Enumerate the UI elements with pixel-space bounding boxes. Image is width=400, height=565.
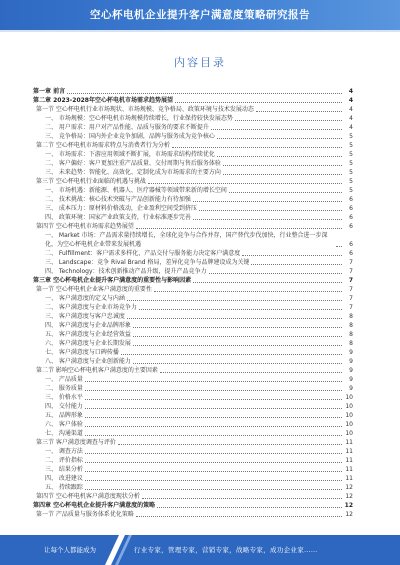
toc-chapter[interactable] bbox=[33, 276, 353, 285]
page-number: 10 bbox=[345, 421, 353, 428]
toc-item-label: 三、 结果分析 bbox=[45, 466, 83, 473]
toc-section[interactable] bbox=[33, 492, 353, 501]
leader-dots bbox=[193, 201, 342, 202]
leader-dots bbox=[118, 444, 342, 445]
page-number: 7 bbox=[349, 286, 353, 293]
toc-section-label: 第一节 空心杯电机企业客户满意度的重要性 bbox=[36, 286, 152, 293]
leader-dots bbox=[85, 381, 342, 382]
page-number: 4 bbox=[349, 124, 353, 131]
leader-dots bbox=[175, 102, 342, 103]
leader-dots bbox=[172, 147, 342, 148]
toc-item-label: 五、 品牌形象 bbox=[45, 412, 83, 419]
toc-item[interactable] bbox=[33, 168, 353, 177]
toc-section[interactable] bbox=[33, 222, 353, 231]
leader-dots bbox=[336, 246, 342, 247]
toc-item-label: 一、 市场机遇：新能源、机器人、医疗器械等领域带来新的增长空间 bbox=[45, 187, 227, 194]
toc-item-label: 三、 成本压力：原材料价格波动，企业盈利空间受到挤压 bbox=[45, 205, 197, 212]
toc-item[interactable] bbox=[33, 375, 353, 384]
page-number: 12 bbox=[344, 502, 353, 509]
toc-item-label: 二、 客户满意度与企业市场竞争力 bbox=[45, 304, 137, 311]
toc-chapter[interactable] bbox=[33, 87, 353, 96]
page-number: 11 bbox=[345, 439, 353, 446]
toc-item-label: 一、 产品质量 bbox=[45, 376, 83, 383]
toc-item-label: 七、 沟通渠道 bbox=[45, 430, 83, 437]
toc-item[interactable] bbox=[33, 429, 353, 438]
page-number: 6 bbox=[349, 196, 353, 203]
toc-item[interactable] bbox=[33, 312, 353, 321]
toc-item-label: 一、 市场需求：下游应用领域不断扩展，市场需求结构持续优化 bbox=[45, 151, 215, 158]
page-number: 5 bbox=[349, 133, 353, 140]
toc-item[interactable] bbox=[33, 213, 353, 222]
toc-item[interactable] bbox=[33, 132, 353, 141]
leader-dots bbox=[85, 417, 342, 418]
leader-dots bbox=[85, 462, 342, 463]
toc-item[interactable] bbox=[33, 303, 353, 312]
leader-dots bbox=[136, 516, 342, 517]
leader-dots bbox=[85, 453, 342, 454]
toc-item-label: 二、 Fulfillment：客户需求多样化，产品交付与服务能力决定客户满意度 bbox=[45, 250, 241, 257]
toc-item-label: 五、 客户满意度与企业经营效益 bbox=[45, 331, 131, 338]
page-number: 4 bbox=[349, 115, 353, 122]
page-number: 6 bbox=[349, 241, 353, 248]
toc-section[interactable] bbox=[33, 141, 353, 150]
toc-section-label: 第三节 客户满意度调查与评价 bbox=[36, 439, 116, 446]
toc-item-label: 二、 用户需求：用户对产品性能、品质与服务的要求不断提升 bbox=[45, 124, 209, 131]
page-number: 5 bbox=[349, 169, 353, 176]
page-number: 5 bbox=[349, 187, 353, 194]
toc-item[interactable] bbox=[33, 123, 353, 132]
leader-dots bbox=[85, 426, 342, 427]
toc-item[interactable] bbox=[33, 402, 353, 411]
leader-dots bbox=[217, 156, 342, 157]
toc-item-label: 三、 未来趋势：智能化、高效化、定制化成为市场需求的主要方向 bbox=[45, 169, 221, 176]
page-number: 6 bbox=[349, 250, 353, 257]
toc-item[interactable] bbox=[33, 231, 353, 249]
page-number: 11 bbox=[345, 448, 353, 455]
toc-section[interactable] bbox=[33, 285, 353, 294]
toc-item[interactable] bbox=[33, 114, 353, 123]
leader-dots bbox=[127, 300, 342, 301]
leader-dots bbox=[211, 129, 342, 130]
toc-item[interactable] bbox=[33, 483, 353, 492]
page-number: 4 bbox=[348, 97, 353, 104]
footer-slogan-left: 让每个人都能成为 bbox=[44, 546, 96, 554]
page-number: 7 bbox=[349, 295, 353, 302]
toc-item[interactable] bbox=[33, 195, 353, 204]
toc-item-label: 四、 交付能力 bbox=[45, 403, 83, 410]
toc-item[interactable] bbox=[33, 294, 353, 303]
page-number: 9 bbox=[349, 358, 353, 365]
page-number: 10 bbox=[345, 403, 353, 410]
toc-item-label: 二、 服务质量 bbox=[45, 385, 83, 392]
leader-dots bbox=[209, 273, 342, 274]
report-title: 空心杯电机企业提升客户满意度策略研究报告 bbox=[90, 9, 310, 21]
leader-dots bbox=[223, 165, 342, 166]
toc-item-label: 三、 竞争格局：国内外企业竞争加剧，品牌与服务成为竞争核心 bbox=[45, 133, 215, 140]
toc-section[interactable] bbox=[33, 177, 353, 186]
leader-dots bbox=[154, 291, 342, 292]
toc-item-label: 四、 Technology：技术创新推动产品升级，提升产品竞争力 bbox=[45, 268, 207, 275]
toc-item-label: 一、 市场规模：空心杯电机市场规模持续增长，行业保持较快发展态势 bbox=[45, 115, 233, 122]
toc-chapter[interactable] bbox=[33, 501, 353, 510]
leader-dots bbox=[148, 183, 342, 184]
page-number: 5 bbox=[349, 160, 353, 167]
toc-item[interactable] bbox=[33, 321, 353, 330]
page-number: 6 bbox=[349, 223, 353, 230]
leader-dots bbox=[133, 363, 342, 364]
toc-section-label: 第二节 空心杯电机市场需求特点与消费者行为分析 bbox=[36, 142, 170, 149]
toc-chapter[interactable] bbox=[33, 96, 353, 105]
leader-dots bbox=[193, 282, 342, 283]
toc-item-label: 六、 客户满意度与企业长期发展 bbox=[45, 340, 131, 347]
toc-item[interactable] bbox=[33, 267, 353, 276]
toc-section[interactable] bbox=[33, 105, 353, 114]
toc-section-label: 第四节 空心杯电机市场需求趋势展望 bbox=[36, 223, 134, 230]
toc-chapter-label: 第四章 空心杯电机企业提升客户满意度的策略 bbox=[33, 502, 156, 509]
page-number: 9 bbox=[349, 349, 353, 356]
toc-item-label: 八、 客户满意度与企业创新能力 bbox=[45, 358, 131, 365]
page-number: 7 bbox=[349, 259, 353, 266]
leader-dots bbox=[85, 435, 342, 436]
toc-item[interactable] bbox=[33, 204, 353, 213]
footer-slogan-right: 行业专家，管理专家，营销专家，战略专家，成功企业家…… bbox=[134, 546, 318, 554]
page-number: 5 bbox=[349, 151, 353, 158]
toc-item[interactable] bbox=[33, 474, 353, 483]
footer-banner bbox=[0, 535, 400, 565]
leader-dots bbox=[136, 228, 342, 229]
leader-dots bbox=[193, 219, 342, 220]
toc-section[interactable] bbox=[33, 366, 353, 375]
toc-item[interactable] bbox=[33, 150, 353, 159]
toc-heading: 内容目录 bbox=[174, 56, 226, 69]
leader-dots bbox=[85, 480, 342, 481]
toc-item[interactable] bbox=[33, 447, 353, 456]
toc-item[interactable] bbox=[33, 465, 353, 474]
toc-item-label: 三、 客户满意度与客户忠诚度 bbox=[45, 313, 125, 320]
toc-item[interactable] bbox=[33, 159, 353, 168]
page-number: 9 bbox=[349, 376, 353, 383]
leader-dots bbox=[133, 336, 342, 337]
page-number: 8 bbox=[349, 313, 353, 320]
toc-item-label: 一、 客户满意度的定义与内涵 bbox=[45, 295, 125, 302]
toc-item-label: 六、 客户体验 bbox=[45, 421, 83, 428]
page-number: 11 bbox=[345, 466, 353, 473]
page-number: 10 bbox=[345, 394, 353, 401]
toc-item[interactable] bbox=[33, 456, 353, 465]
leader-dots bbox=[223, 174, 342, 175]
toc-item-label: 二、 技术挑战：核心技术突破与产品创新能力有待加强 bbox=[45, 196, 191, 203]
leader-dots bbox=[242, 255, 342, 256]
toc-section-label: 第二节 影响空心杯电机客户满意度的主要因素 bbox=[36, 367, 158, 374]
toc-chapter-label: 第二章 2023-2028年空心杯电机市场需求趋势展望 bbox=[33, 97, 173, 104]
toc-item-label: 三、 价格水平 bbox=[45, 394, 83, 401]
toc-item[interactable] bbox=[33, 420, 353, 429]
leader-dots bbox=[85, 489, 342, 490]
toc-item[interactable] bbox=[33, 357, 353, 366]
leader-dots bbox=[133, 345, 342, 346]
toc-item-label: 二、 客户偏好：客户更加注重产品质量、交付周期与售后服务体验 bbox=[45, 160, 221, 167]
page-number: 12 bbox=[345, 484, 353, 491]
page-number: 10 bbox=[345, 412, 353, 419]
page-number: 6 bbox=[349, 214, 353, 221]
page-number: 5 bbox=[349, 142, 353, 149]
toc-item[interactable] bbox=[33, 330, 353, 339]
leader-dots bbox=[157, 507, 342, 508]
toc-section-label: 第一节 空心杯电机行业市场现状、市场规模、竞争格局、政策环境与技术发展动态 bbox=[36, 106, 254, 113]
toc-item-label: 一、 Market 市场：产品需求量持续增长，全球化竞争与合作并存，国产替代步伐加快，行业整合进一步深化，为空心杯电机企业带来发展机遇 bbox=[45, 232, 328, 248]
page-number: 11 bbox=[345, 457, 353, 464]
toc-item-label: 三、 Landscape：竞争 Rival Brand 格局，差异化竞争与品牌建设成为关键 bbox=[45, 259, 250, 266]
page-number: 10 bbox=[345, 430, 353, 437]
leader-dots bbox=[121, 354, 342, 355]
leader-dots bbox=[85, 471, 342, 472]
page-number: 7 bbox=[349, 268, 353, 275]
toc-section[interactable] bbox=[33, 510, 353, 519]
toc-item-label: 四、 政策环境：国家产业政策支持，行业标准逐步完善 bbox=[45, 214, 191, 221]
toc-item[interactable] bbox=[33, 348, 353, 357]
page-number: 7 bbox=[348, 277, 353, 284]
leader-dots bbox=[160, 372, 342, 373]
leader-dots bbox=[251, 264, 342, 265]
toc-chapter-label: 第一章 前言 bbox=[33, 88, 66, 95]
toc-item-label: 四、 改进建议 bbox=[45, 475, 83, 482]
toc-item[interactable] bbox=[33, 411, 353, 420]
toc-item-label: 一、 调查方法 bbox=[45, 448, 83, 455]
leader-dots bbox=[127, 318, 342, 319]
leader-dots bbox=[256, 111, 342, 112]
leader-dots bbox=[67, 93, 342, 94]
toc-item-label: 五、 持续跟踪 bbox=[45, 484, 83, 491]
header-divider bbox=[0, 30, 400, 32]
page-number: 9 bbox=[349, 367, 353, 374]
toc-item[interactable] bbox=[33, 258, 353, 267]
toc-item-label: 二、 评价指标 bbox=[45, 457, 83, 464]
page-number: 7 bbox=[349, 304, 353, 311]
leader-dots bbox=[142, 498, 342, 499]
toc-item[interactable] bbox=[33, 384, 353, 393]
page-number: 8 bbox=[349, 331, 353, 338]
toc-item-label: 七、 客户满意度与口碑传播 bbox=[45, 349, 119, 356]
table-of-contents bbox=[33, 87, 353, 527]
page-number: 8 bbox=[349, 340, 353, 347]
page-number: 11 bbox=[345, 475, 353, 482]
leader-dots bbox=[217, 138, 342, 139]
leader-dots bbox=[199, 210, 342, 211]
page-number: 8 bbox=[349, 322, 353, 329]
page-number: 5 bbox=[349, 178, 353, 185]
leader-dots bbox=[133, 327, 342, 328]
leader-dots bbox=[229, 192, 342, 193]
toc-item[interactable] bbox=[33, 339, 353, 348]
page-number: 9 bbox=[349, 385, 353, 392]
toc-section[interactable] bbox=[33, 438, 353, 447]
toc-section-label: 第四节 空心杯电机客户满意度现状分析 bbox=[36, 493, 140, 500]
toc-chapter-label: 第三章 空心杯电机企业提升客户满意度的重要性与影响因素 bbox=[33, 277, 192, 284]
leader-dots bbox=[85, 408, 342, 409]
toc-item[interactable] bbox=[33, 249, 353, 258]
leader-dots bbox=[85, 399, 342, 400]
leader-dots bbox=[85, 390, 342, 391]
toc-item-label: 四、 客户满意度与企业品牌形象 bbox=[45, 322, 131, 329]
report-header-banner bbox=[0, 0, 400, 30]
toc-item[interactable] bbox=[33, 393, 353, 402]
page-number: 4 bbox=[349, 106, 353, 113]
leader-dots bbox=[139, 309, 342, 310]
toc-section-label: 第一节 产品质量与服务体系优化策略 bbox=[36, 511, 134, 518]
leader-dots bbox=[235, 120, 342, 121]
toc-section-label: 第三节 空心杯电机行业面临的机遇与挑战 bbox=[36, 178, 146, 185]
page-number: 4 bbox=[348, 88, 353, 95]
page-number: 12 bbox=[345, 511, 353, 518]
page-number: 6 bbox=[349, 205, 353, 212]
page-number: 12 bbox=[345, 493, 353, 500]
toc-item[interactable] bbox=[33, 186, 353, 195]
